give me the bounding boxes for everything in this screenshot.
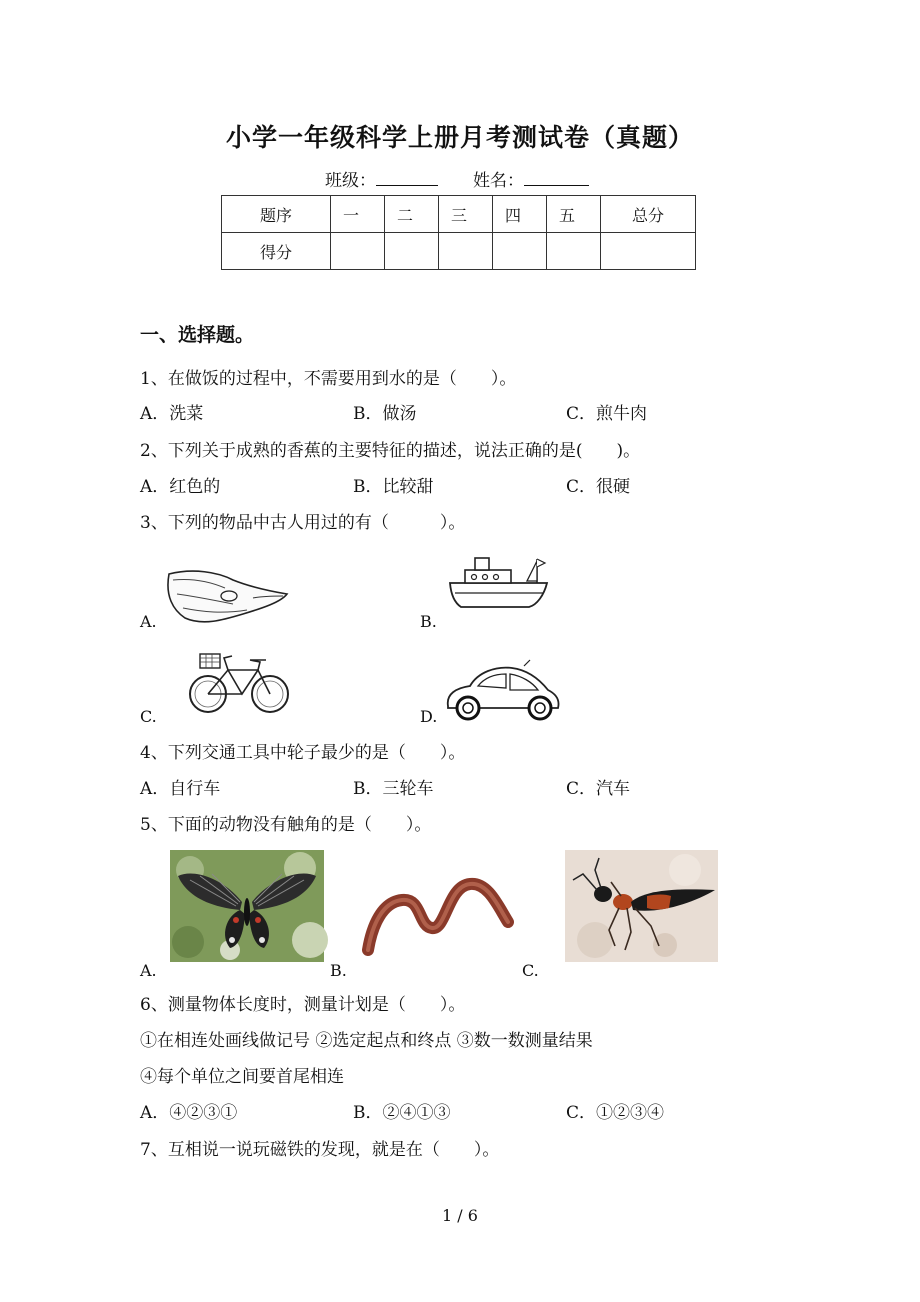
q6-option-a[interactable]: A．④②③① [140, 1103, 238, 1123]
name-field [473, 166, 589, 191]
score-input-cell[interactable] [385, 233, 439, 270]
q5-option-b[interactable]: B. [330, 961, 347, 980]
table-cell: 题序 [222, 196, 331, 233]
question-4: 4、下列交通工具中轮子最少的是（ ）。 [140, 743, 466, 763]
question-6-line2: ①在相连处画线做记号 ②选定起点和终点 ③数一数测量结果 [140, 1031, 593, 1051]
q3-option-a[interactable]: A. [140, 612, 157, 631]
score-input-cell[interactable] [493, 233, 547, 270]
q5-option-c[interactable]: C. [522, 961, 539, 980]
name-label: 姓名： [473, 171, 524, 191]
bicycle-image [188, 648, 293, 716]
table-cell: 一 [331, 196, 385, 233]
q4-option-c[interactable]: C．汽车 [566, 779, 631, 799]
q2-option-a[interactable]: A．红色的 [140, 477, 221, 497]
score-input-cell[interactable] [601, 233, 696, 270]
table-cell: 五 [547, 196, 601, 233]
q2-option-b[interactable]: B．比较甜 [353, 477, 434, 497]
table-cell: 得分 [222, 233, 331, 270]
table-row [222, 196, 696, 233]
question-6: 6、测量物体长度时，测量计划是（ ）。 [140, 995, 466, 1015]
question-1: 1、在做饭的过程中，不需要用到水的是（ ）。 [140, 369, 517, 389]
ship-image [447, 555, 552, 611]
page-number: 1 / 6 [442, 1206, 478, 1225]
q1-option-a[interactable]: A．洗菜 [140, 404, 204, 424]
question-5: 5、下面的动物没有触角的是（ ）。 [140, 815, 432, 835]
score-input-cell[interactable] [439, 233, 493, 270]
q4-option-b[interactable]: B．三轮车 [353, 779, 434, 799]
score-table [221, 195, 696, 270]
ant-beetle-image [565, 850, 718, 962]
stone-tool-image [163, 566, 291, 628]
q1-option-c[interactable]: C．煎牛肉 [566, 404, 648, 424]
earthworm-image [362, 866, 512, 958]
page-title: 小学一年级科学上册月考测试卷（真题） [225, 123, 694, 152]
q2-option-c[interactable]: C．很硬 [566, 477, 631, 497]
class-blank [376, 167, 438, 186]
q5-option-a[interactable]: A. [140, 961, 157, 980]
question-6-line3: ④每个单位之间要首尾相连 [140, 1067, 344, 1087]
name-blank [524, 167, 589, 186]
question-7: 7、互相说一说玩磁铁的发现，就是在（ ）。 [140, 1140, 500, 1160]
question-2: 2、下列关于成熟的香蕉的主要特征的描述，说法正确的是( )。 [140, 441, 641, 461]
q3-option-b[interactable]: B. [420, 612, 437, 631]
table-cell: 三 [439, 196, 493, 233]
car-image [444, 660, 562, 722]
table-cell: 四 [493, 196, 547, 233]
q3-option-c[interactable]: C. [140, 707, 157, 726]
class-label: 班级： [325, 171, 376, 191]
q1-option-b[interactable]: B．做汤 [353, 404, 417, 424]
section-heading: 一、选择题。 [140, 324, 255, 346]
q4-option-a[interactable]: A．自行车 [140, 779, 221, 799]
table-cell: 二 [385, 196, 439, 233]
score-input-cell[interactable] [547, 233, 601, 270]
score-input-cell[interactable] [331, 233, 385, 270]
table-row [222, 233, 696, 270]
q6-option-c[interactable]: C．①②③④ [566, 1103, 665, 1123]
q6-option-b[interactable]: B．②④①③ [353, 1103, 451, 1123]
table-cell: 总分 [601, 196, 696, 233]
class-field [325, 166, 438, 191]
q3-option-d[interactable]: D. [420, 707, 438, 726]
question-3: 3、下列的物品中古人用过的有（ ）。 [140, 513, 466, 533]
butterfly-image [170, 850, 324, 962]
